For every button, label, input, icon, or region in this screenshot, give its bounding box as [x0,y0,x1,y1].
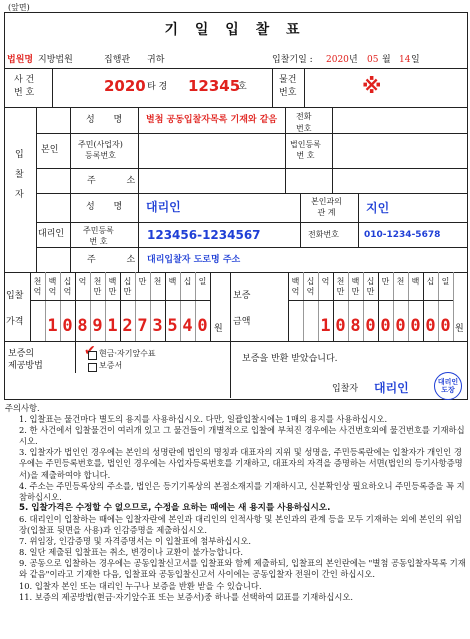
note-item: 4. 주소는 주민등록상의 주소를, 법인은 등기기록상의 본점소재지를 기재하시고, 신분확인상 필요하오니 주민등록증을 꼭 지참하십시오. [19,480,465,502]
deposit-unit-header: 천 [396,277,405,286]
bid-day-unit: 일 [411,55,420,65]
note-item: 8. 일단 제출된 입찰표는 취소, 변경이나 교환이 불가능합니다. [19,547,244,558]
bid-price-unit-header: 만 [138,277,147,286]
agent-name-label: 성 명 [86,202,131,212]
note-item: 3. 입찰자가 법인인 경우에는 본인의 성명란에 법인의 명칭과 대표자의 지위 및 성명을, 주민등록란에는 입찰자가 개인인 경우에는 주민등록번호를, 법인인 경우에는 사업자등록번호를 기재하고, 대표자의 자격을 증명하는 서면(법인의 등기사항증명서)을 제출하여야 합니다. [19,447,463,480]
bid-price-unit-header: 천 [153,277,162,286]
agent-relation-label: 본인과의 관 계 [311,197,342,217]
deposit-digit: 0 [440,316,451,336]
court-suffix: 지방법원 [38,55,73,65]
deposit-unit-header: 일 [441,277,450,286]
case-number: 12345 [188,77,241,95]
agent-seal-text: 대리인 도장 [437,378,459,394]
deposit-digit: 0 [425,316,436,336]
deposit-digit: 8 [350,316,361,336]
officer-label: 집행관 [104,55,131,65]
item-number-mark: ※ [362,74,382,98]
deposit-unit-header: 만 [381,277,390,286]
cash-checkbox[interactable] [88,351,97,360]
check-mark-icon: ✔ [84,343,96,359]
bid-price-unit-header: 백 만 [108,277,117,296]
principal-address-label: 주 소 [87,176,150,186]
bid-price-unit-header: 일 [198,277,207,286]
cash-option-label: 현금·자기앞수표 [99,349,156,358]
agent-seal-stamp [434,372,462,400]
case-type: 타 경 [147,82,168,92]
deposit-unit-header: 백 [411,277,420,286]
principal-phone-label: 전화 번호 [296,112,312,133]
deposit-method-label: 보증의 제공방법 [8,349,43,371]
deposit-won: 원 [455,324,464,334]
bid-price-digit: 0 [197,316,208,336]
deposit-digit: 0 [380,316,391,336]
bid-price-digit: 5 [167,316,178,336]
bid-price-unit-header: 십 억 [63,277,72,296]
deposit-digit: 0 [410,316,421,336]
form-title: 기 일 입 찰 표 [164,22,306,38]
deposit-digit: 0 [395,316,406,336]
bid-price-unit-header: 천 만 [93,277,102,296]
deposit-unit-header: 십 억 [306,277,315,296]
bidder-sign-label: 입찰자 [332,384,359,394]
bid-price-won: 원 [214,324,223,334]
bid-price-digit: 9 [92,316,103,336]
deposit-digit [288,315,303,337]
bid-price-unit-header: 백 억 [48,277,57,296]
deposit-unit-header: 십 [426,277,435,286]
case-year: 2020 [104,77,146,95]
court-name: 법원명 [7,55,34,65]
note-item: 6. 대리인이 입찰하는 때에는 입찰자란에 본인과 대리인의 인적사항 및 본인과의 관계 등을 모두 기재하는 외에 본인의 위임장(입찰표 뒷면을 사용)과 인감증명을 제출하십시오. [19,513,462,536]
bid-price-digit: 8 [77,316,88,336]
deposit-unit-header: 억 [321,277,330,286]
note-item: 7. 위임장, 인감증명 및 자격증명서는 이 입찰표에 첨부하십시오. [19,536,252,547]
corp-number-label: 법인등록 번 호 [290,140,321,160]
note-item: 10. 입찰자 본인 또는 대리인 누구나 보증을 반환 받을 수 있습니다. [19,580,262,591]
bid-price-unit-header: 천 억 [33,277,42,296]
agent-name-value: 대리인 [146,200,181,214]
bid-price-digit: 4 [182,316,193,336]
deposit-label-bottom: 금액 [233,317,251,327]
agent-id-value: 123456-1234567 [147,228,261,242]
bid-price-digit: 0 [62,316,73,336]
note-item: 9. 공동으로 입찰하는 경우에는 공동입찰신고서를 입찰표와 함께 제출하되, 입찰표의 본인란에는 "별첨 공동입찰자목록 기재와 같음"이라고 기재한 다음, 입찰표와 공동입찰신고서 사이에는 공동입찰자 전원이 간인 하십시오. [19,558,466,580]
agent-phone-label: 전화번호 [308,230,339,239]
item-number-label: 물건 번호 [279,75,297,98]
principal-label: 본인 [41,145,59,155]
deposit-label-top: 보증 [233,291,251,301]
bid-price-digit [30,315,45,337]
agent-relation-value: 지인 [366,201,390,215]
bidder-sign-value: 대리인 [374,381,409,395]
deposit-return-text: 보증을 반환 받았습니다. [242,354,338,364]
deposit-unit-header: 백 만 [351,277,360,296]
bid-year: 2020 [326,55,349,65]
agent-address-label: 주 소 [87,255,150,265]
agent-phone-value: 010-1234-5678 [364,230,441,240]
note-item: 2. 한 사건에서 입찰물건이 여러개 있고 그 물건들이 개별적으로 입찰에 부쳐진 경우에는 사건번호외에 물건번호를 기재하십시오. [19,425,465,447]
bid-price-digit: 1 [47,316,58,336]
bid-month: 05 [367,55,379,65]
case-number-label: 사 건 번 호 [14,75,35,98]
agent-label: 대리인 [38,229,65,239]
bid-month-unit: 월 [382,55,391,65]
bid-price-unit-header: 억 [78,277,87,286]
deposit-unit-header: 백 억 [291,277,300,296]
bidder-section-label: 입 찰 자 [15,150,24,200]
principal-id-label: 주민(사업자) 등록번호 [78,140,123,160]
bid-price-unit-header: 십 [183,277,192,286]
note-item: 11. 보증의 제공방법(현금·자기앞수표 또는 보증서)중 하나를 선택하여 ☑표를 기재하십시오. [19,591,354,602]
guarantee-checkbox[interactable] [88,363,97,372]
guarantee-option-label: 보증서 [99,361,123,370]
deposit-unit-header: 십 만 [366,277,375,296]
bid-price-digit: 7 [137,316,148,336]
date-label: 입찰기일 : [272,55,313,65]
deposit-digit: 0 [365,316,376,336]
principal-name-label: 성 명 [86,115,131,125]
principal-name-value: 별첨 공동입찰자목록 기재와 같음 [146,115,278,125]
bid-price-label-bottom: 가격 [6,317,24,327]
deposit-digit [303,315,318,337]
to-label: 귀하 [147,55,165,65]
case-suffix: 호 [238,82,247,92]
deposit-unit-header: 천 만 [336,277,345,296]
bid-price-label-top: 입찰 [6,291,24,301]
notes-section [5,403,467,603]
page-side-label: (앞면) [8,3,30,12]
bid-price-digit: 1 [107,316,118,336]
bid-year-unit: 년 [349,55,358,65]
bid-price-digit: 3 [152,316,163,336]
bid-price-digit: 2 [122,316,133,336]
bid-price-unit-header: 백 [168,277,177,286]
deposit-digit: 0 [335,316,346,336]
notes-title: 주의사항. [5,403,40,413]
note-item-emphasis: 5. 입찰가격은 수정할 수 없으므로, 수정을 요하는 때에는 새 용지를 사용하십시오. [19,502,331,513]
deposit-digit: 1 [320,316,331,336]
agent-address-value: 대리입찰자 도로명 주소 [147,255,241,265]
bid-price-unit-header: 십 만 [123,277,132,296]
note-item: 1. 입찰표는 물건마다 별도의 용지를 사용하십시오. 다만, 일괄입찰시에는 1매의 용지를 사용하십시오. [19,414,388,425]
agent-id-label: 주민등록 번 호 [83,226,114,246]
bid-day: 14 [399,55,411,65]
